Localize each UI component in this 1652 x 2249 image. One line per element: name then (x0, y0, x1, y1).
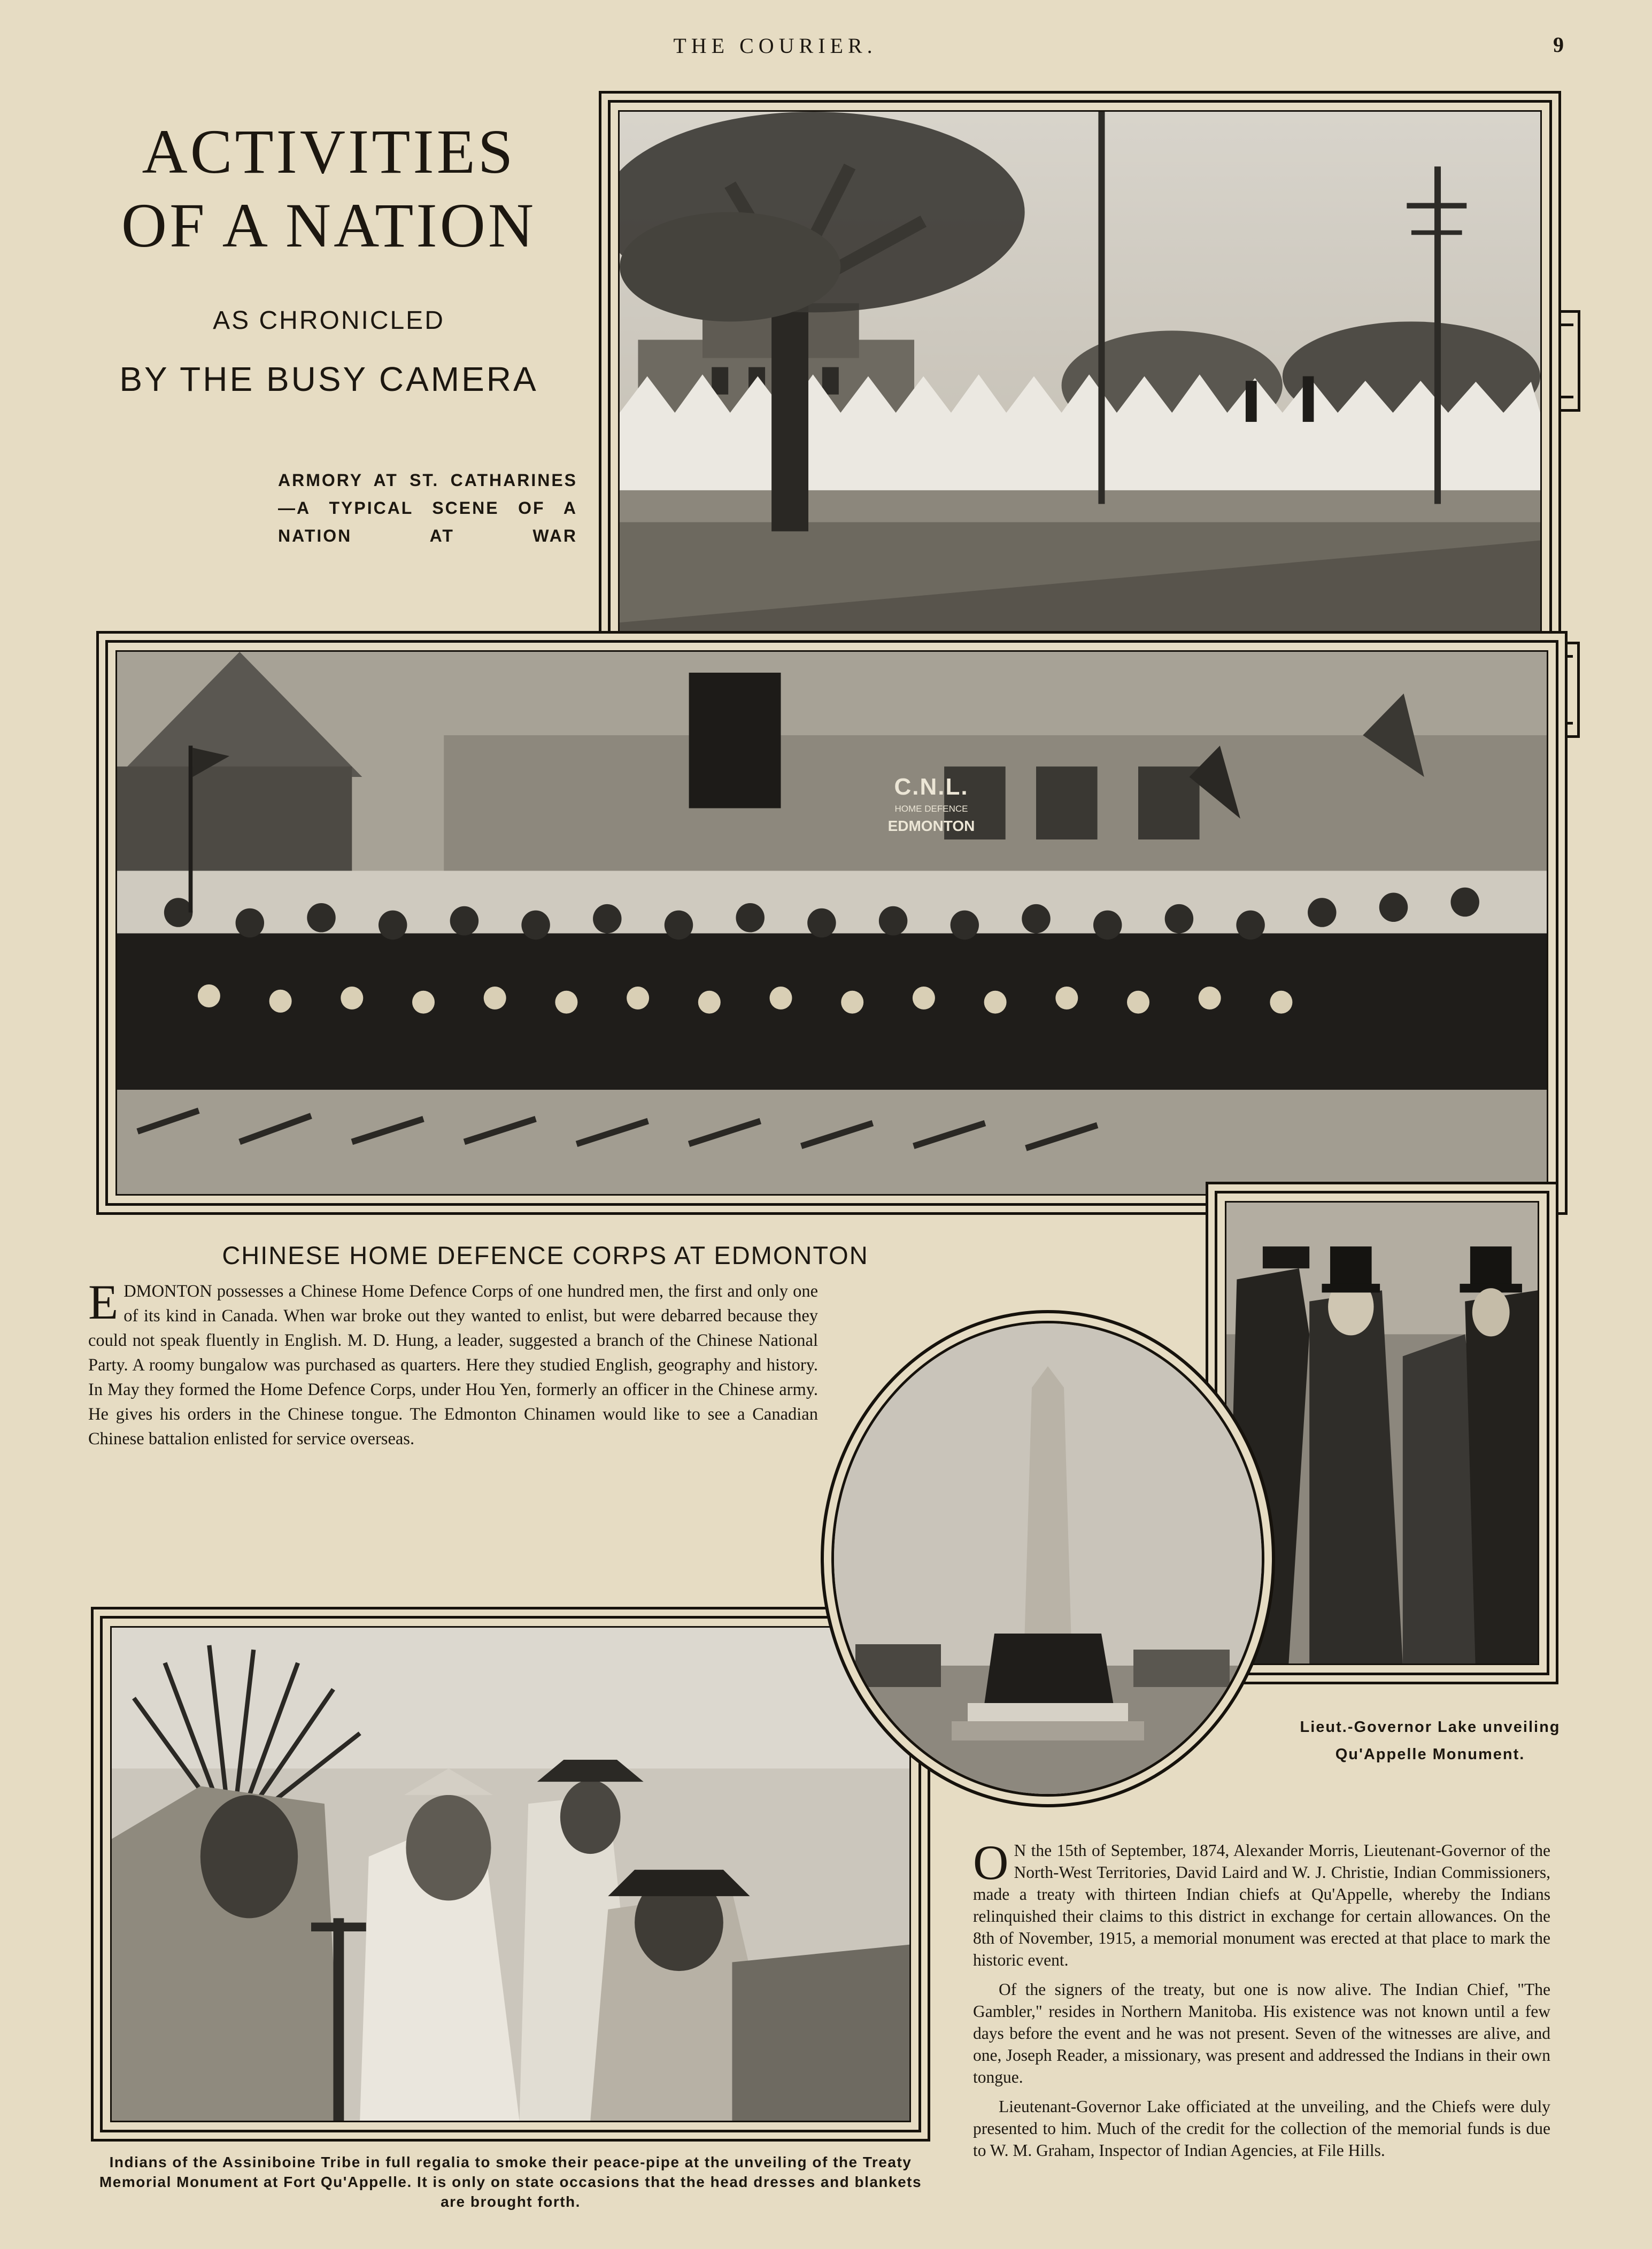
monument-photo-frame (821, 1310, 1275, 1807)
drop-cap: E (88, 1275, 119, 1329)
corps-headline: CHINESE HOME DEFENCE CORPS AT EDMONTON (222, 1241, 869, 1269)
subtitle-line-2: BY THE BUSY CAMERA (119, 360, 538, 398)
governor-caption: Lieut.-Governor Lake unveiling Qu'Appelle Monument. (1300, 1719, 1561, 1763)
indians-photo-frame (91, 1607, 930, 2142)
title-line-2: OF A NATION (121, 190, 537, 260)
treaty-paragraph-1 (973, 1835, 1550, 1971)
title-line-1: ACTIVITIES (142, 117, 516, 187)
running-head: THE COURIER. (673, 34, 877, 58)
corps-sign-line-2: HOME DEFENCE (894, 804, 968, 814)
corps-article-body: DMONTON possesses a Chinese Home Defence Corps of one hundred men, the first and only one of its kind in Canada. When war broke out they wanted to enlist, but were debarred because they could not speak fluently in English. M. D. Hung, a leader, suggested a branch of the Chinese National Party. A roomy bungalow was purchased as quarters. Here they studied English, geography and history. In May they formed the Home Defence Corps, under Hou Yen, formerly an officer in the Chinese army. He gives his orders in the Chinese tongue. The Edmonton Chinamen would like to see a Canadian Chinese battalion enlisted for service overseas. (88, 1282, 818, 1449)
treaty-paragraph-2: Of the signers of the treaty, but one is now alive. The Indian Chief, "The Gambler," resides in Northern Manitoba. His existence was not known until a few days before the event and he was not present. Seven of the witnesses are alive, and one, Joseph Reader, a missionary, was present and addressed the Indians in their own tongue. (973, 1980, 1550, 2086)
page-title (43, 115, 615, 263)
treaty-article (973, 1835, 1550, 2169)
corps-sign-line-1: C.N.L. (894, 774, 969, 800)
corps-sign-line-3: EDMONTON (887, 818, 975, 834)
page-number: 9 (1553, 33, 1564, 57)
corps-photo (115, 650, 1548, 1196)
drop-cap: O (973, 1835, 1009, 1890)
indians-photo (110, 1626, 911, 2122)
subtitle-line-1: AS CHRONICLED (213, 306, 445, 335)
corps-article (88, 1275, 818, 1451)
armory-caption: ARMORY AT ST. CATHARINES—A TYPICAL SCENE OF A NATION AT WAR (278, 471, 577, 545)
corps-photo-frame (96, 631, 1568, 1215)
treaty-paragraph-3: Lieutenant-Governor Lake officiated at the unveiling, and the Chiefs were duly presented to him. Much of the credit for the collection of the memorial funds is due to W. M. Graham, Inspector of Indian Agencies, at File Hills. (973, 2097, 1550, 2160)
monument-photo (831, 1321, 1264, 1797)
corps-sign (886, 774, 977, 835)
treaty-paragraph-1-text: N the 15th of September, 1874, Alexander Morris, Lieutenant-Governor of the North-West Territories, David Laird and W. J. Christie, Indian Commissioners, made a treaty with thirteen Indian chiefs at Qu'Appelle, whereby the Indians relinquished their claims to this district in exchange for certain allowances. On the 8th of November, 1915, a memorial monument was erected at that place to mark the historic event. (973, 1841, 1550, 1969)
indians-caption: Indians of the Assiniboine Tribe in full regalia to smoke their peace-pipe at the unveiling of the Treaty Memorial Monument at Fort Qu'Appelle. It is only on state occasions that the head dresses and blankets are brought forth. (99, 2154, 922, 2210)
